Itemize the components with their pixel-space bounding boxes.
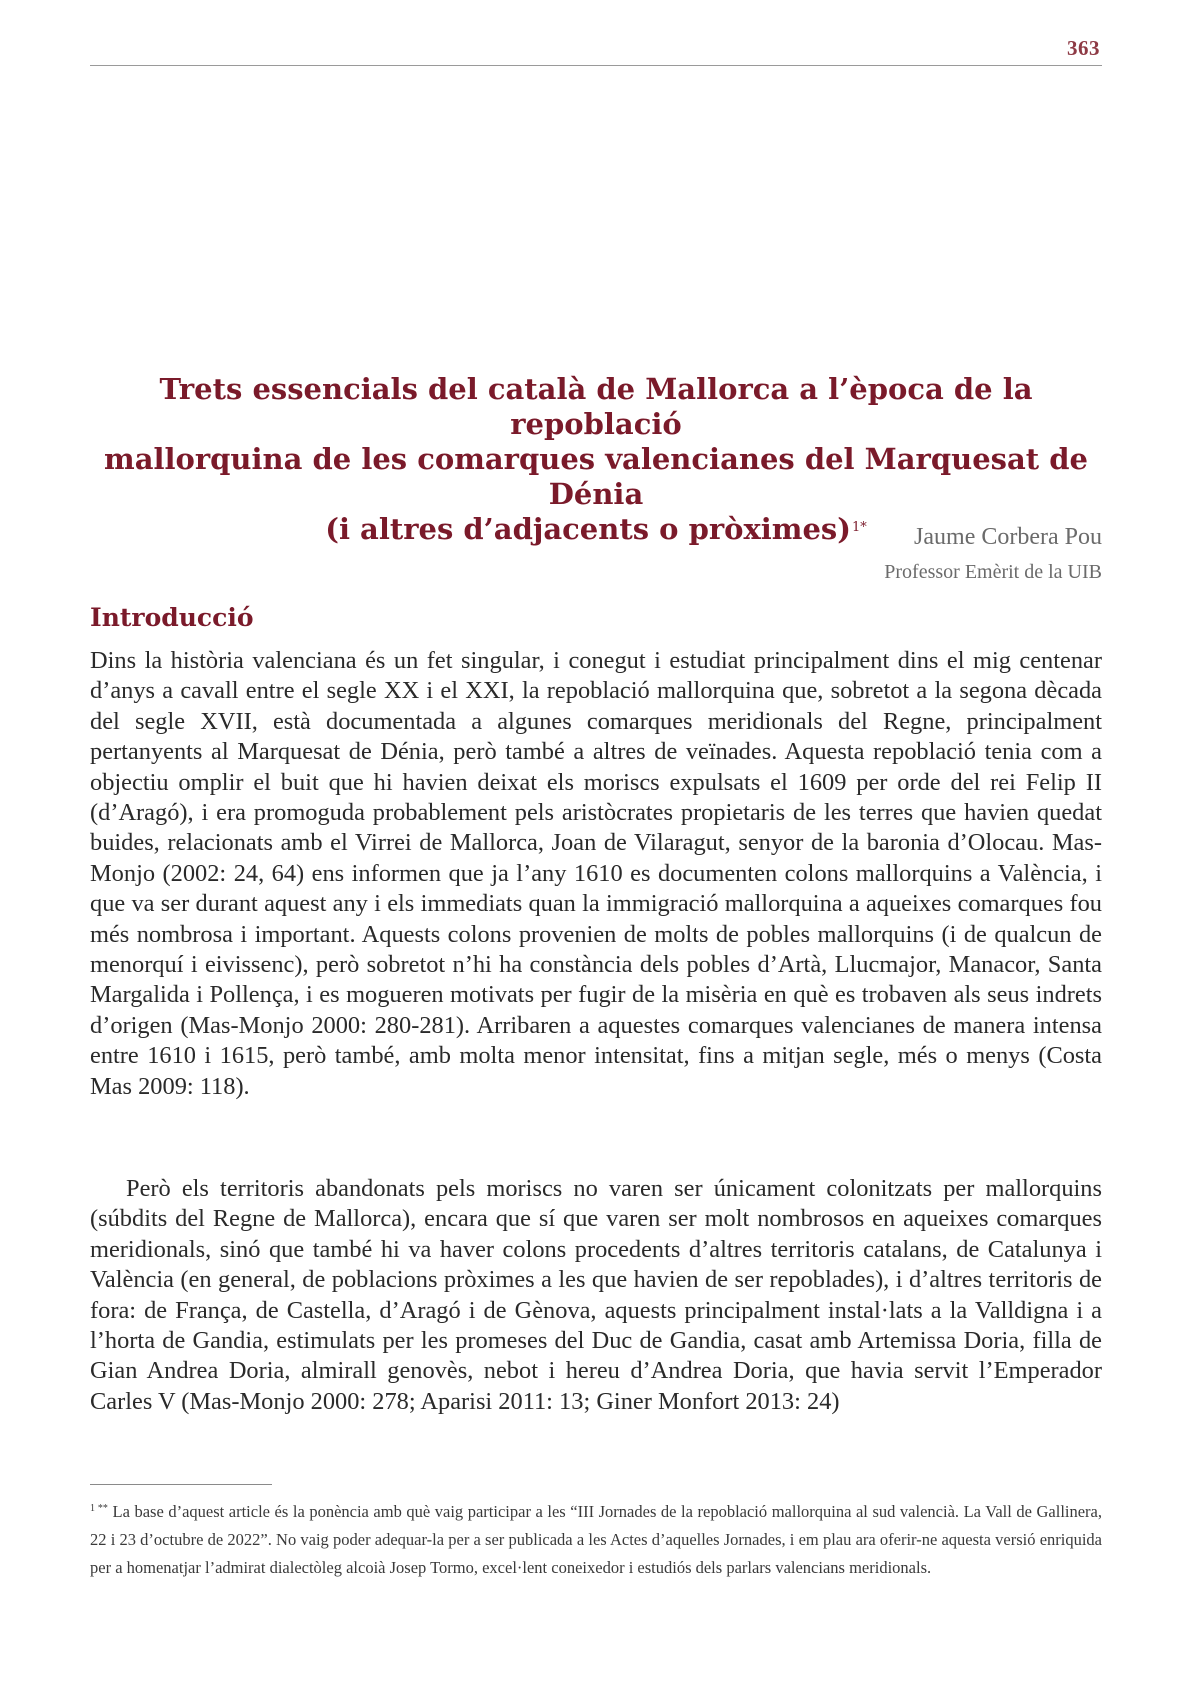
title-line-2: mallorquina de les comarques valencianes del Marquesat de Dénia: [104, 442, 1088, 511]
page-number: 363: [1067, 36, 1100, 60]
article-title: [90, 372, 1102, 547]
title-footnote-mark[interactable]: 1*: [851, 520, 867, 535]
author-name: Jaume Corbera Pou: [914, 524, 1102, 550]
title-line-1: Trets essencials del català de Mallorca a l’època de la repoblació: [159, 372, 1033, 441]
footnote: [90, 1498, 1102, 1582]
body-paragraph-1: Dins la història valenciana és un fet singular, i conegut i estudiat principalment dins el mig centenar d’anys a cavall entre el segle XX i el XXI, la repoblació mallorquina que, sobretot a la segona dècada del segle XVII, està documentada a algunes comarques meridionals del Regne, principalment pertanyents al Marquesat de Dénia, però també a altres de veïnades. Aquesta repoblació tenia com a objectiu omplir el buit que hi havien deixat els moriscs expulsats el 1609 per orde del rei Felip II (d’Aragó), i era promoguda probablement pels aristòcrates propietaris de les terres que havien quedat buides, relacionats amb el Virrei de Mallorca, Joan de Vilaragut, senyor de la baronia d’Olocau. Mas-Monjo (2002: 24, 64) ens informen que ja l’any 1610 es documenten colons mallorquins a València, i que va ser durant aquest any i els immediats quan la immigració mallorquina a aqueixes comarques fou més nombrosa i important. Aquests colons provenien de molts de pobles mallorquins (i de qualcun de menorquí i eivissenc), però sobretot n’hi ha constància dels pobles d’Artà, Llucmajor, Manacor, Santa Margalida i Pollença, i es mogueren motivats per fugir de la misèria en què es trobaven als seus indrets d’origen (Mas-Monjo 2000: 280-281). Arribaren a aquestes comarques valencianes de manera intensa entre 1610 i 1615, però també, amb molta menor intensitat, fins a mitjan segle, més o menys (Costa Mas 2009: 118).: [90, 647, 1102, 1100]
footnote-mark: 1 **: [90, 1503, 108, 1514]
author-affiliation: Professor Emèrit de la UIB: [884, 561, 1102, 583]
header-rule: [90, 65, 1102, 66]
body-paragraph-2: Però els territoris abandonats pels moriscs no varen ser únicament colonitzats per mallorquins (súbdits del Regne de Mallorca), encara que sí que varen ser molt nombrosos en aqueixes comarques meridionals, sinó que també hi va haver colons procedents d’altres territoris catalans, de Catalunya i València (en general, de poblacions pròximes a les que havien de ser repoblades), i d’altres territoris de fora: de França, de Castella, d’Aragó i de Gènova, aquests principalment instal·lats a la Valldigna i a l’horta de Gandia, estimulats per les promeses del Duc de Gandia, casat amb Artemissa Doria, filla de Gian Andrea Doria, almirall genovès, nebot i hereu d’Andrea Doria, que havia servit l’Emperador Carles V (Mas-Monjo 2000: 278; Aparisi 2011: 13; Giner Monfort 2013: 24): [90, 1175, 1102, 1415]
section-heading: Introducció: [90, 603, 254, 632]
title-line-3-text: (i altres d’adjacents o pròximes): [325, 512, 851, 546]
footnote-separator: [90, 1484, 272, 1485]
footnote-text: La base d’aquest article és la ponència amb què vaig participar a les “III Jornades de la repoblació mallorquina al sud valencià. La Vall de Gallinera, 22 i 23 d’octubre de 2022”. No vaig poder adequar-la per a ser publicada a les Actes d’aquelles Jornades, i em plau ara oferir-ne aquesta versió enriquida per a homenatjar l’admirat dialectòleg alcoià Josep Tormo, excel·lent coneixedor i estudiós dels parlars valencians meridionals.: [90, 1502, 1103, 1577]
